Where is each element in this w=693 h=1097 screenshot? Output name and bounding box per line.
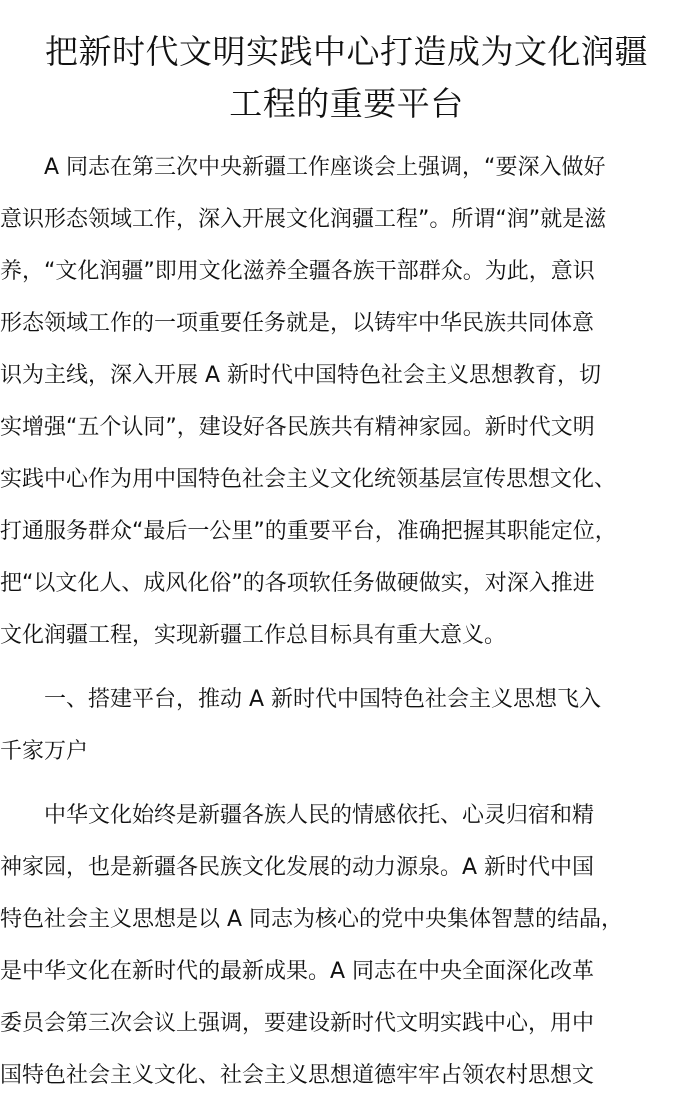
paragraph-line: A 同志在第三次中央新疆工作座谈会上强调，“要深入做好 [0,155,606,180]
paragraph-line: 识为主线，深入开展 A 新时代中国特色社会主义思想教育，切 [0,363,602,388]
paragraph-line: 文化润疆工程，实现新疆工作总目标具有重大意义。 [0,623,507,648]
paragraph-line: 养，“文化润疆”即用文化滋养全疆各族干部群众。为此，意识 [0,259,595,284]
paragraph-intro [0,142,693,662]
paragraph-line: 打通服务群众“最后一公里”的重要平台，准确把握其职能定位， [0,519,617,544]
document-title [0,26,693,130]
section-heading-line: 一、搭建平台，推动 A 新时代中国特色社会主义思想飞入 [0,687,602,712]
paragraph-line: 特色社会主义思想是以 A 同志为核心的党中央集体智慧的结晶， [0,907,624,932]
paragraph-line: 是中华文化在新时代的最新成果。A 同志在中央全面深化改革 [0,959,595,984]
paragraph-body [0,790,693,1097]
title-line-2: 工程的重要平台 [229,84,464,123]
section-heading [0,674,693,778]
paragraph-line: 实践中心作为用中国特色社会主义文化统领基层宣传思想文化、 [0,467,617,492]
paragraph-line: 委员会第三次会议上强调，要建设新时代文明实践中心，用中 [0,1011,595,1036]
paragraph-line: 把“以文化人、成风化俗”的各项软任务做硬做实，对深入推进 [0,571,595,596]
paragraph-line: 实增强“五个认同”，建设好各民族共有精神家园。新时代文明 [0,415,595,440]
paragraph-line: 中华文化始终是新疆各族人民的情感依托、心灵归宿和精 [0,803,595,828]
paragraph-line: 国特色社会主义文化、社会主义思想道德牢牢占领农村思想文 [0,1063,595,1088]
title-line-1: 把新时代文明实践中心打造成为文化润疆 [45,32,648,71]
paragraph-line: 形态领域工作的一项重要任务就是，以铸牢中华民族共同体意 [0,311,595,336]
paragraph-line: 神家园，也是新疆各民族文化发展的动力源泉。A 新时代中国 [0,855,595,880]
paragraph-line: 意识形态领域工作，深入开展文化润疆工程”。所谓“润”就是滋 [0,207,607,232]
section-heading-line: 千家万户 [0,739,89,764]
